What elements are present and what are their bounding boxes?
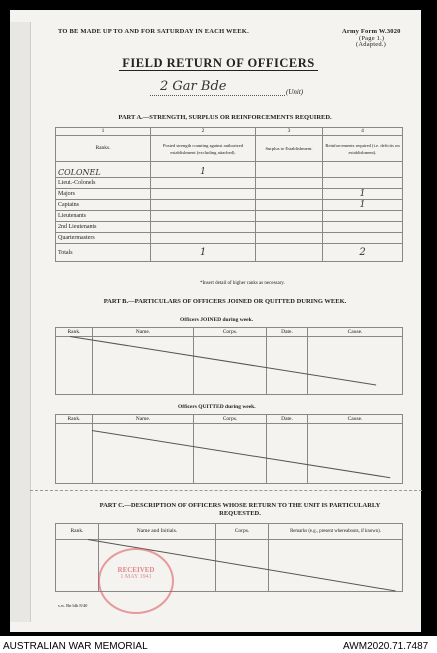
col-header-date: Date.: [267, 415, 308, 424]
print-code: s.w. Bn blk 8/40: [58, 603, 88, 608]
col-header-rank: Rank.: [56, 524, 99, 540]
col-number: 4: [323, 128, 403, 136]
form-page: (Page 1.): [359, 35, 385, 42]
unit-label: (Unit): [286, 88, 304, 96]
col-number: 2: [151, 128, 256, 136]
form-instruction: TO BE MADE UP TO AND FOR SATURDAY IN EACH WEEK.: [58, 28, 249, 35]
col-header-ranks: Ranks.: [56, 136, 151, 162]
col-number: 3: [256, 128, 323, 136]
part-a-footnote: *Insert detail of higher ranks as necessary.: [200, 281, 285, 286]
rank-cell: COLONEL: [58, 168, 101, 177]
col-header-corps: Corps.: [216, 524, 269, 540]
col-header-name: Name.: [93, 328, 194, 337]
table-row: [56, 162, 403, 178]
part-a-table: [55, 127, 403, 262]
totals-reinforcements: 2: [359, 247, 366, 258]
rank-cell: Lieut.-Colonels: [56, 178, 151, 189]
received-stamp: RECEIVED 1 MAY 1941: [98, 548, 174, 614]
col-header-cause: Cause.: [308, 415, 403, 424]
part-b-heading: PART B.—PARTICULARS OF OFFICERS JOINED OR QUITTED DURING WEEK.: [103, 298, 347, 305]
col-header-remarks: Remarks (e.g., present whereabouts, if known).: [269, 524, 403, 540]
col-header-corps: Corps.: [194, 328, 267, 337]
table-row: [56, 178, 403, 189]
reinforcement-cell: 1: [359, 189, 366, 199]
tear-line: [30, 490, 422, 491]
table-row: [56, 222, 403, 233]
table-row: [56, 189, 403, 200]
page-title: FIELD RETURN OF OFFICERS: [0, 56, 437, 71]
quitted-table: [55, 414, 403, 484]
col-header-name: Name.: [93, 415, 194, 424]
form-number: Army Form W.3020: [342, 28, 401, 35]
col-header-reinforcements: Reinforcements required (i.e. deficits on establishment).: [323, 136, 403, 162]
totals-label: Totals: [56, 244, 151, 262]
table-row: [56, 200, 403, 211]
table-row: [56, 233, 403, 244]
totals-row: [56, 244, 403, 262]
rank-cell: Lieutenants: [56, 211, 151, 222]
col-header-cause: Cause.: [308, 328, 403, 337]
posted-cell: 1: [200, 167, 206, 177]
rank-cell: 2nd Lieutenants: [56, 222, 151, 233]
caption-right: AWM2020.71.7487: [343, 641, 429, 652]
form-adapted: (Adapted.): [356, 41, 386, 48]
joined-title: Officers JOINED during week.: [180, 317, 254, 323]
part-a-heading: PART A.—STRENGTH, SURPLUS OR REINFORCEMENTS REQUIRED.: [118, 114, 332, 121]
quitted-title: Officers QUITTED during week.: [178, 404, 256, 410]
unit-handwritten: 2 Gar Bde: [160, 79, 227, 94]
binding-strip: [10, 22, 31, 622]
col-header-date: Date.: [267, 328, 308, 337]
table-row: [56, 211, 403, 222]
rank-cell: Quartermasters: [56, 233, 151, 244]
part-c-heading: PART C.—DESCRIPTION OF OFFICERS WHOSE RETURN TO THE UNIT IS PARTICULARLY REQUESTED.: [99, 502, 381, 517]
col-header-rank: Rank.: [56, 415, 93, 424]
col-header-corps: Corps.: [194, 415, 267, 424]
col-header-name-initials: Name and Initials.: [99, 524, 216, 540]
totals-posted: 1: [199, 247, 207, 258]
col-header-rank: Rank.: [56, 328, 93, 337]
reinforcement-cell: 1: [359, 200, 366, 210]
col-number: 1: [56, 128, 151, 136]
col-header-surplus: Surplus to Establishment.: [256, 136, 323, 162]
col-header-posted: Posted strength counting against authorized establishment (excluding attached).: [151, 136, 256, 162]
caption-left: AUSTRALIAN WAR MEMORIAL: [3, 641, 148, 652]
rank-cell: Majors: [56, 189, 151, 200]
rank-cell: Captains: [56, 200, 151, 211]
